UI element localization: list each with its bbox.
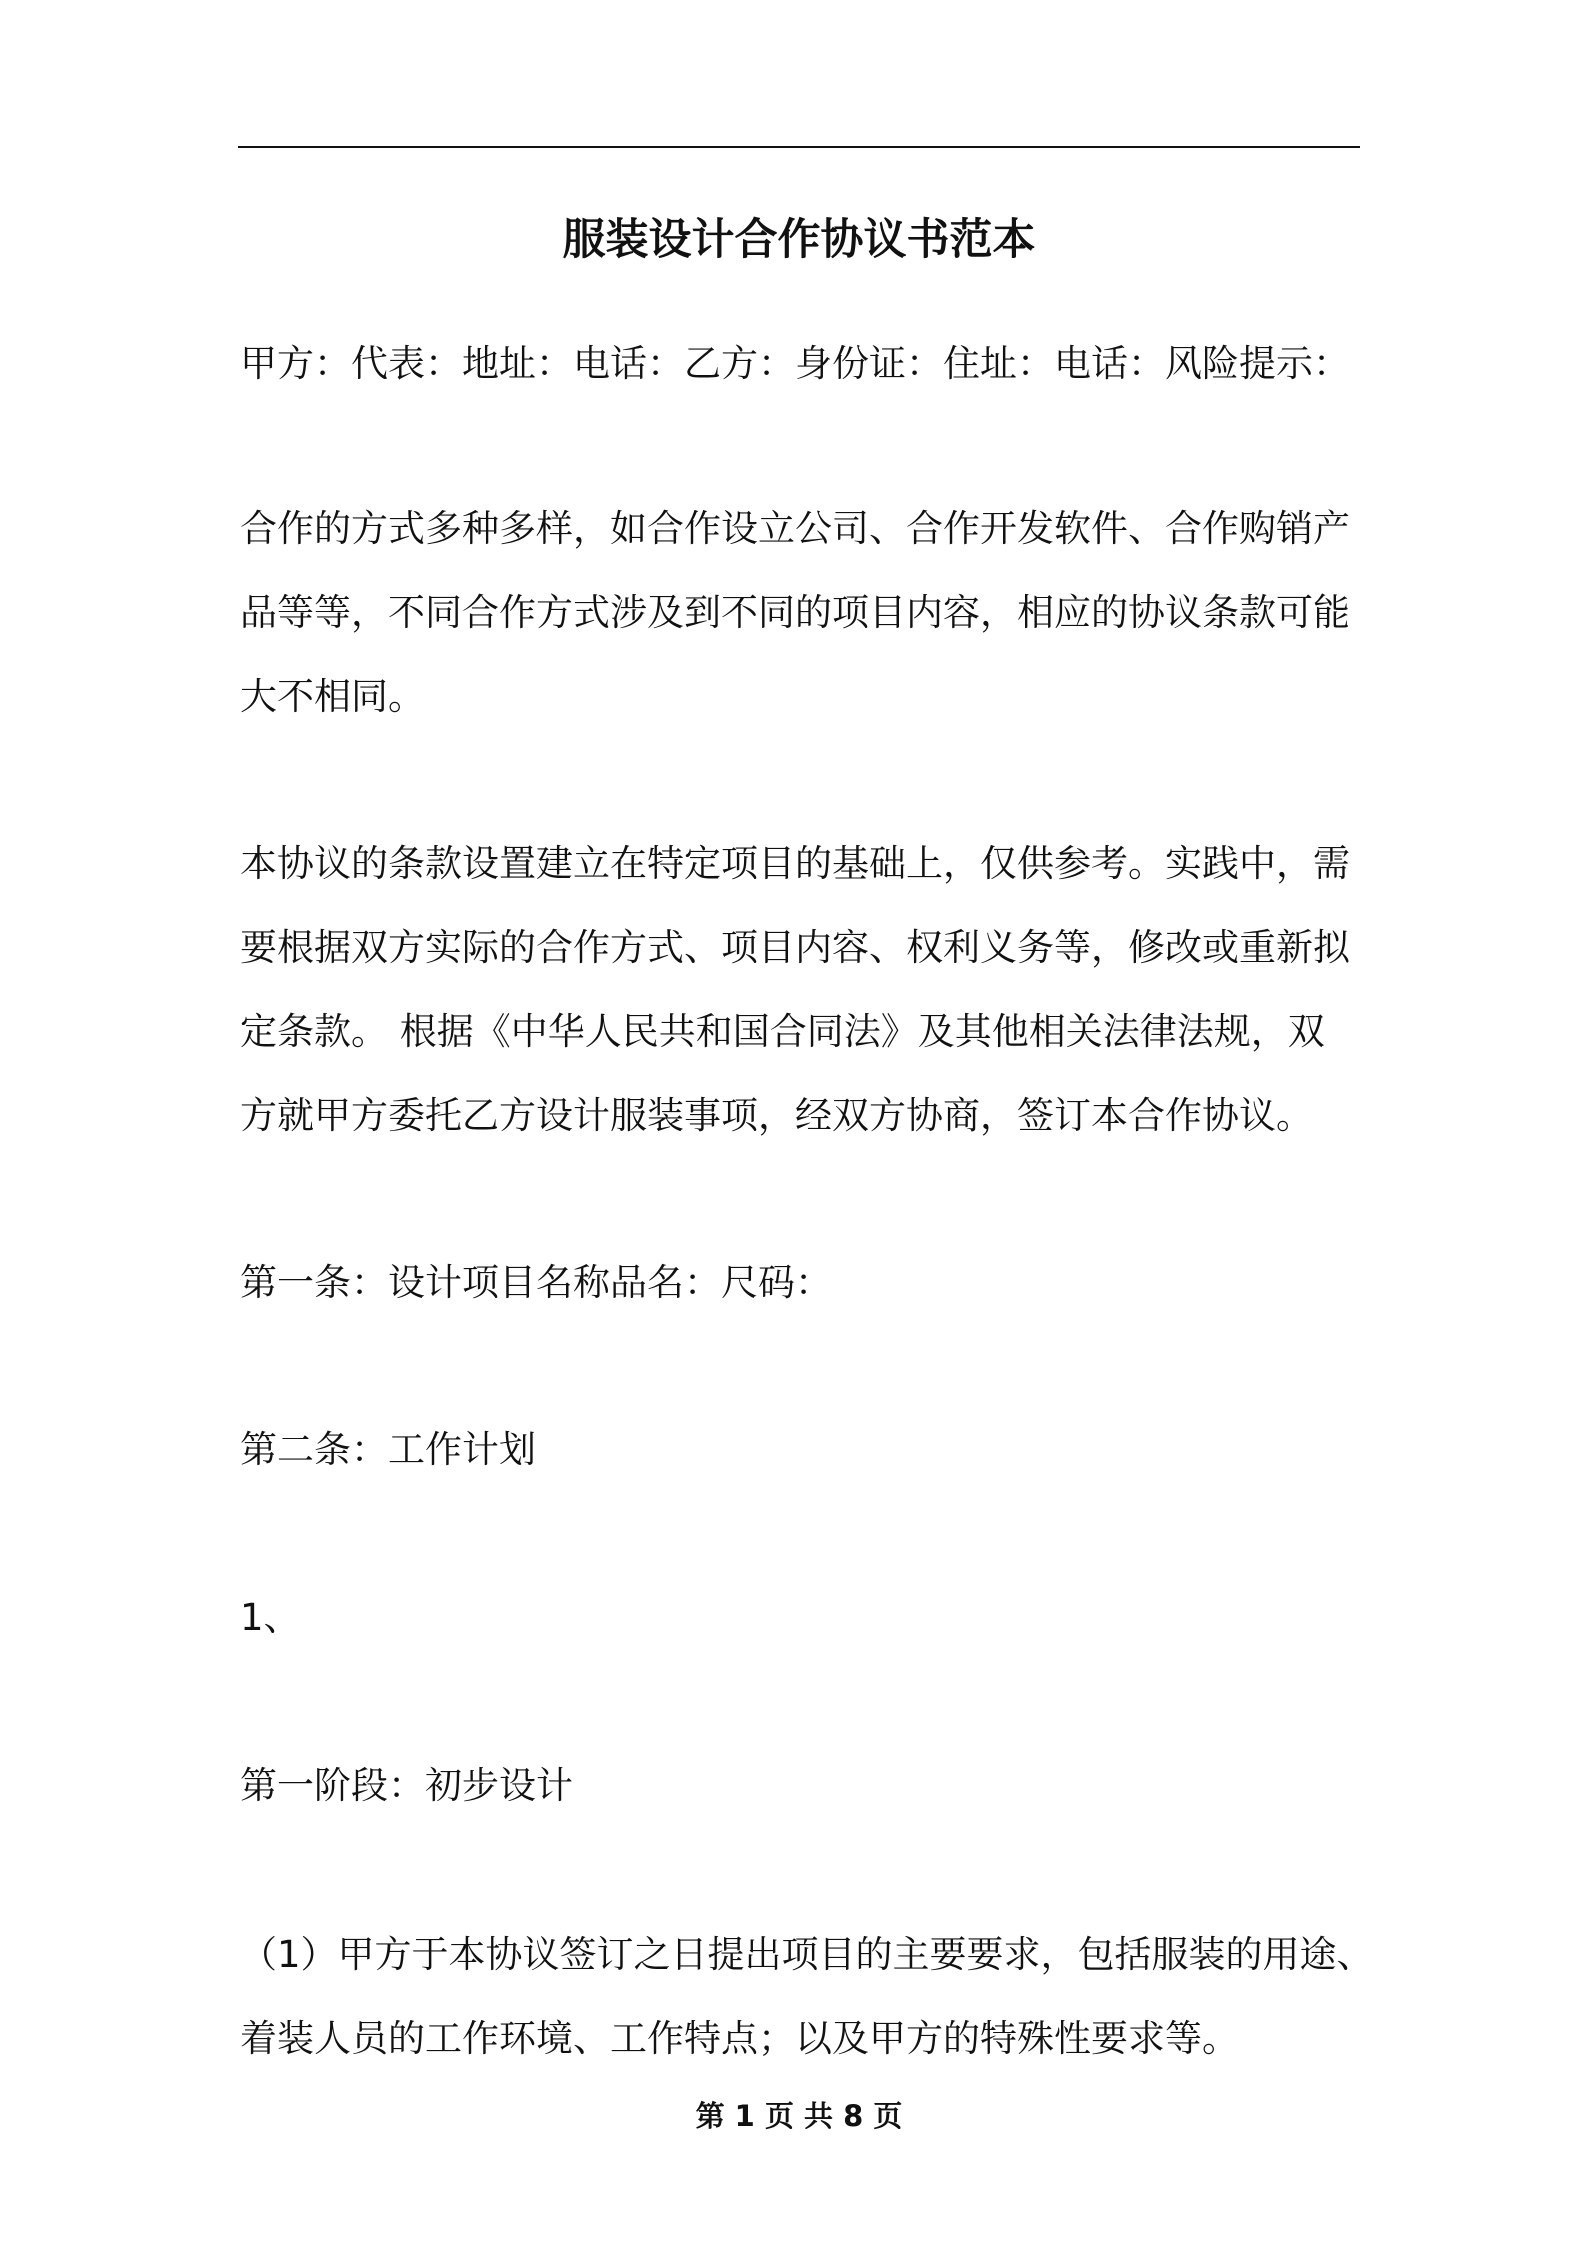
basis-line: 本协议的条款设置建立在特定项目的基础上，仅供参考。实践中，需 — [240, 842, 1350, 885]
item-1-text: 1、 — [240, 1596, 301, 1639]
intro-paragraph — [240, 487, 1370, 739]
stage-1-heading — [240, 1744, 1370, 1828]
header-rule — [238, 146, 1360, 148]
article-2-text: 第二条：工作计划 — [240, 1428, 536, 1471]
article-1-heading — [240, 1241, 1370, 1325]
requirement-1-line: 着装人员的工作环境、工作特点；以及甲方的特殊性要求等。 — [240, 2017, 1239, 2060]
intro-line: 品等等，不同合作方式涉及到不同的项目内容，相应的协议条款可能 — [240, 591, 1350, 634]
stage-1-text: 第一阶段：初步设计 — [240, 1764, 573, 1807]
basis-paragraph — [240, 822, 1370, 1158]
parties-line-text: 甲方：代表：地址：电话：乙方：身份证：住址：电话：风险提示： — [240, 342, 1350, 385]
basis-line: 方就甲方委托乙方设计服装事项，经双方协商，签订本合作协议。 — [240, 1094, 1313, 1137]
basis-line: 要根据双方实际的合作方式、项目内容、权利义务等，修改或重新拟 — [240, 926, 1350, 969]
item-1 — [240, 1576, 1370, 1660]
document-title: 服装设计合作协议书范本 — [562, 215, 1036, 265]
intro-line: 合作的方式多种多样，如合作设立公司、合作开发软件、合作购销产 — [240, 507, 1350, 550]
intro-line: 大不相同。 — [240, 675, 425, 718]
requirement-1-paragraph — [240, 1913, 1374, 2081]
page-number-footer: 第 1 页 共 8 页 — [695, 2099, 903, 2133]
requirement-1-line: （1）甲方于本协议签订之日提出项目的主要要求，包括服装的用途、 — [240, 1933, 1374, 1976]
article-2-heading — [240, 1408, 1370, 1492]
basis-line: 定条款。 根据《中华人民共和国合同法》及其他相关法律法规，双 — [240, 1010, 1325, 1053]
article-1-text: 第一条：设计项目名称品名：尺码： — [240, 1261, 832, 1304]
parties-line — [240, 322, 1370, 406]
